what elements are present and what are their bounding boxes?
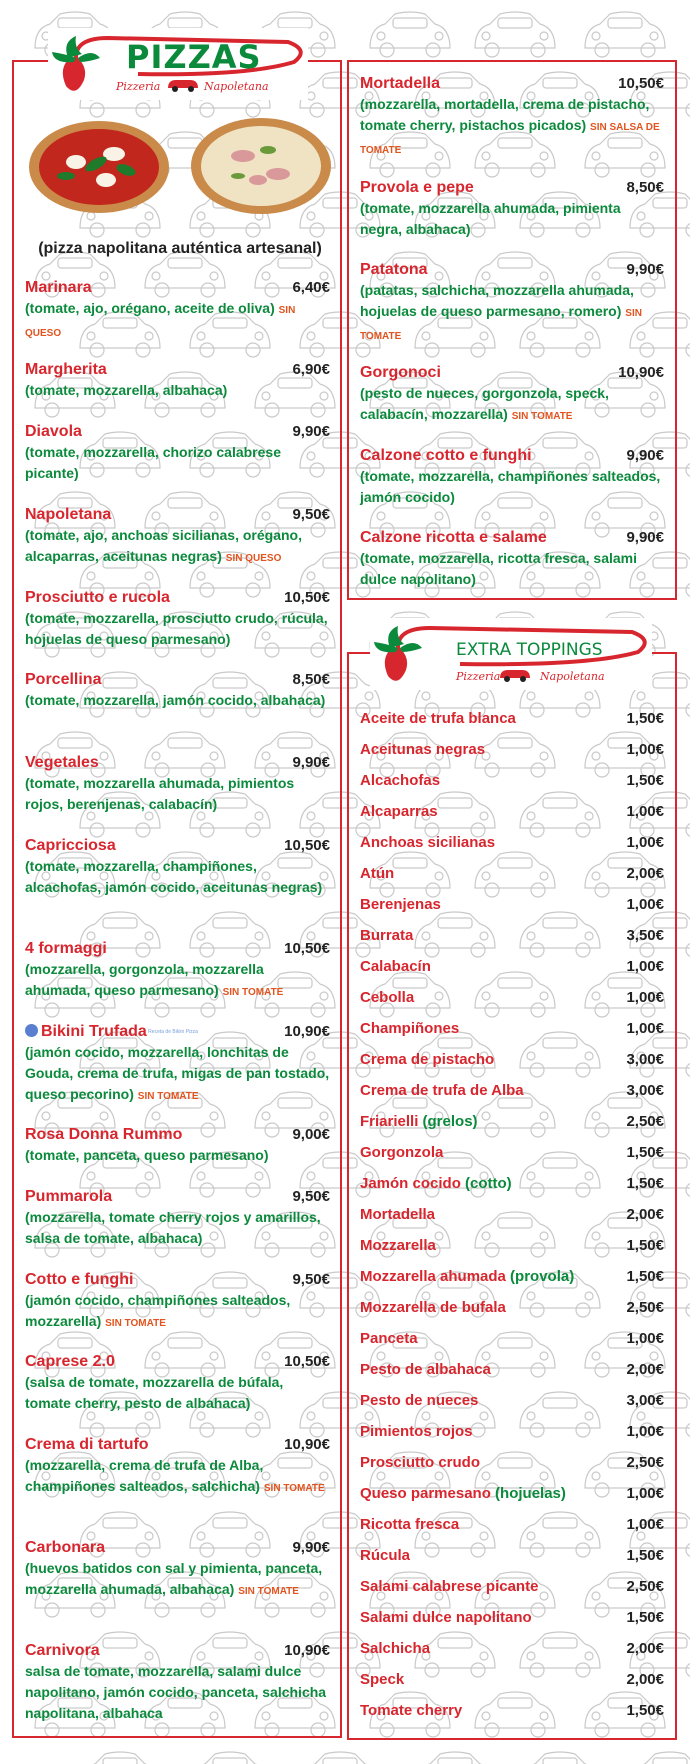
menu-item (25, 588, 330, 650)
toppings-logo (370, 618, 652, 690)
item-name (25, 753, 330, 773)
item-description-text: (tomate, mozzarella, champiñones, alcachofas, jamón cocido, aceitunas negras) (25, 858, 323, 895)
menu-item (25, 1022, 330, 1107)
topping-price: 1,00€ (626, 1516, 664, 1533)
item-description-text: (salsa de tomate, mozzarella de búfala, tomate cherry, pesto de albahaca) (25, 1374, 284, 1411)
car-icon (500, 670, 530, 682)
topping-price: 1,50€ (626, 1268, 664, 1285)
item-name-text: Prosciutto e rucola (25, 589, 170, 606)
item-description-text: (mozzarella, gorgonzola, mozzarella ahumada, queso parmesano) (25, 961, 264, 998)
item-price: 9,90€ (626, 529, 664, 546)
item-price: 8,50€ (292, 671, 330, 688)
item-name (25, 360, 330, 380)
pizza-bianca-image (188, 116, 334, 216)
item-price: 9,00€ (292, 1126, 330, 1143)
topping-price: 1,00€ (626, 803, 664, 820)
item-name-text: Patatona (360, 261, 428, 278)
topping-name: Mortadella (360, 1206, 436, 1223)
item-price: 10,50€ (284, 837, 330, 854)
item-name (25, 1270, 330, 1290)
item-description-text: (tomate, mozzarella, jamón cocido, albahaca) (25, 692, 326, 708)
menu-item (25, 1352, 330, 1414)
topping-name: Speck (360, 1671, 405, 1688)
topping-name: Queso parmesano (360, 1485, 491, 1502)
item-name-text: Crema di tartufo (25, 1436, 149, 1453)
item-description (360, 548, 664, 590)
topping-name: Berenjenas (360, 896, 441, 913)
topping-name: Aceite de trufa blanca (360, 710, 516, 727)
topping-price: 3,00€ (626, 1082, 664, 1099)
napoletana-label: Napoletana (204, 80, 269, 93)
item-name-text: Marinara (25, 279, 92, 296)
topping-price: 1,50€ (626, 1144, 664, 1161)
item-description-text: (mozzarella, tomate cherry rojos y amarillos, salsa de tomate, albahaca) (25, 1209, 321, 1246)
item-description (25, 298, 330, 344)
menu-item (25, 1125, 330, 1166)
topping-row (360, 1082, 664, 1106)
item-name (25, 670, 330, 690)
item-warning: SIN TOMATE (511, 411, 573, 422)
item-name-text: Pummarola (25, 1188, 113, 1205)
item-price: 9,50€ (292, 506, 330, 523)
topping-price: 1,50€ (626, 1547, 664, 1564)
topping-name: Pimientos rojos (360, 1423, 473, 1440)
topping-name: Cebolla (360, 989, 415, 1006)
item-name (25, 1187, 330, 1207)
topping-row (360, 927, 664, 951)
item-price: 10,50€ (284, 940, 330, 957)
item-description-text: (tomate, ajo, orégano, aceite de oliva) (25, 300, 275, 316)
topping-name: Mozzarella de bufala (360, 1299, 506, 1316)
item-description (25, 1145, 330, 1166)
item-name (360, 528, 664, 548)
topping-price: 2,00€ (626, 865, 664, 882)
item-warning: SIN SALSA DE TOMATE (360, 122, 660, 156)
topping-name: Salami dulce napolitano (360, 1609, 532, 1626)
topping-name: Friarielli (360, 1113, 419, 1130)
item-description (25, 380, 330, 401)
item-description-text: salsa de tomate, mozzarella, salami dulce napolitano, jamón cocido, panceta, salchicha napolitana, albahaca (25, 1663, 327, 1721)
topping-price: 1,00€ (626, 1485, 664, 1502)
pizzeria-label: Pizzeria (456, 670, 501, 683)
topping-price: 2,50€ (626, 1299, 664, 1316)
item-description (360, 383, 664, 427)
topping-row (360, 896, 664, 920)
item-name (360, 260, 664, 280)
topping-row (360, 1113, 664, 1137)
item-warning: SIN TOMATE (263, 1483, 325, 1494)
topping-name: Crema de trufa de Alba (360, 1082, 524, 1099)
item-name-text: 4 formaggi (25, 940, 107, 957)
item-description-text: (jamón cocido, champiñones salteados, mozzarella) (25, 1292, 291, 1329)
menu-item (25, 360, 330, 401)
item-warning: SIN TOMATE (137, 1091, 199, 1103)
topping-name: Calabacín (360, 958, 431, 975)
item-name-text: Diavola (25, 423, 82, 440)
item-description-text: (tomate, mozzarella, chorizo calabrese picante) (25, 444, 281, 481)
item-description-text: (huevos batidos con sal y pimienta, panceta, mozzarella ahumada, albahaca) (25, 1560, 323, 1597)
topping-note: (hojuelas) (490, 1485, 566, 1502)
topping-row (360, 1175, 664, 1199)
item-name (25, 1125, 330, 1145)
topping-note: (cotto) (460, 1175, 512, 1192)
topping-price: 1,00€ (626, 958, 664, 975)
topping-row (360, 1330, 664, 1354)
background-car-icon (475, 12, 555, 57)
menu-item (360, 528, 664, 590)
item-warning: SIN TOMATE (222, 987, 284, 998)
topping-price: 3,00€ (626, 1392, 664, 1409)
item-description-text: (tomate, mozzarella ahumada, pimientos rojos, berenjenas, calabacín) (25, 775, 295, 812)
item-price: 9,90€ (292, 754, 330, 771)
item-description-text: (mozzarella, mortadella, crema de pistacho, tomate cherry, pistachos picados) (360, 96, 650, 133)
item-description-text: (patatas, salchicha, mozzarella ahumada, hojuelas de queso parmesano, romero) (360, 282, 634, 319)
menu-item (360, 178, 664, 240)
topping-row (360, 1702, 664, 1726)
topping-price: 1,50€ (626, 772, 664, 789)
pizza-subtitle: (pizza napolitana auténtica artesanal) (38, 240, 322, 257)
item-warning: SIN TOMATE (360, 308, 642, 342)
topping-price: 1,50€ (626, 1609, 664, 1626)
topping-row (360, 1237, 664, 1261)
menu-item (25, 670, 330, 711)
topping-row (360, 1144, 664, 1168)
item-description (25, 959, 330, 1003)
topping-name: Champiñones (360, 1020, 460, 1037)
item-price: 9,50€ (292, 1271, 330, 1288)
background-car-icon (630, 1752, 690, 1764)
pizzas-logo (48, 28, 308, 100)
item-description (360, 466, 664, 508)
topping-note: (provola) (505, 1268, 575, 1285)
topping-row (360, 1578, 664, 1602)
item-name-text: Provola e pepe (360, 179, 474, 196)
item-name (360, 446, 664, 466)
topping-name: Alcaparras (360, 803, 438, 820)
topping-name: Atún (360, 865, 395, 882)
item-name-text: Porcellina (25, 671, 102, 688)
background-car-icon (370, 12, 450, 57)
topping-price: 1,00€ (626, 989, 664, 1006)
item-description (360, 280, 664, 347)
topping-row (360, 1051, 664, 1075)
item-price: 6,90€ (292, 361, 330, 378)
topping-row (360, 1392, 664, 1416)
item-price: 10,90€ (618, 364, 664, 381)
item-description (25, 1207, 330, 1249)
item-name-text: Bikini Trufada (41, 1023, 147, 1041)
topping-price: 1,00€ (626, 1330, 664, 1347)
menu-item (360, 363, 664, 427)
topping-name: Mozzarella ahumada (360, 1268, 506, 1285)
item-description (25, 690, 330, 711)
topping-name: Prosciutto crudo (360, 1454, 481, 1471)
topping-name: Panceta (360, 1330, 418, 1347)
item-price: 9,90€ (292, 1539, 330, 1556)
item-price: 9,50€ (292, 1188, 330, 1205)
item-name-text: Caprese 2.0 (25, 1353, 115, 1370)
item-description (25, 773, 330, 815)
item-description (25, 1558, 330, 1602)
topping-row (360, 803, 664, 827)
topping-row (360, 1640, 664, 1664)
topping-name: Salami calabrese picante (360, 1578, 539, 1595)
item-price: 10,50€ (284, 1353, 330, 1370)
item-name (25, 422, 330, 442)
topping-row (360, 1454, 664, 1478)
menu-item (25, 1187, 330, 1249)
background-car-icon (300, 1752, 380, 1764)
topping-row (360, 1020, 664, 1044)
topping-price: 3,50€ (626, 927, 664, 944)
menu-item (360, 260, 664, 347)
topping-name: Pesto de nueces (360, 1392, 479, 1409)
topping-price: 1,00€ (626, 834, 664, 851)
item-name-text: Calzone cotto e funghi (360, 447, 532, 464)
topping-price: 1,50€ (626, 1702, 664, 1719)
item-price: 10,90€ (284, 1436, 330, 1453)
topping-row (360, 989, 664, 1013)
topping-name: Crema de pistacho (360, 1051, 495, 1068)
item-price: 10,50€ (284, 589, 330, 606)
item-description-text: (pesto de nueces, gorgonzola, speck, calabacín, mozzarella) (360, 385, 609, 422)
topping-price: 2,50€ (626, 1113, 664, 1130)
topping-row (360, 958, 664, 982)
topping-name: Mozzarella (360, 1237, 436, 1254)
item-price: 10,90€ (284, 1642, 330, 1659)
item-name-text: Carbonara (25, 1539, 106, 1556)
background-car-icon (585, 12, 665, 57)
menu-item (360, 74, 664, 161)
menu-item (25, 1641, 330, 1724)
item-price: 10,90€ (284, 1023, 330, 1040)
toppings-title: EXTRA TOPPINGS (456, 640, 603, 660)
menu-item (25, 939, 330, 1003)
topping-price: 3,00€ (626, 1051, 664, 1068)
background-car-icon (520, 1752, 600, 1764)
topping-row (360, 1268, 664, 1292)
topping-row (360, 710, 664, 734)
item-warning: SIN QUESO (225, 553, 282, 564)
topping-name: Aceitunas negras (360, 741, 486, 758)
topping-row (360, 1547, 664, 1571)
item-description-text: (tomate, mozzarella, champiñones salteados, jamón cocido) (360, 468, 661, 505)
item-price: 9,90€ (626, 261, 664, 278)
item-price: 9,90€ (626, 447, 664, 464)
item-description (25, 1290, 330, 1334)
item-description (25, 525, 330, 569)
topping-row (360, 1361, 664, 1385)
item-name-text: Gorgonoci (360, 364, 441, 381)
item-description (360, 94, 664, 161)
item-description-text: (tomate, panceta, queso parmesano) (25, 1147, 269, 1163)
topping-name: Salchicha (360, 1640, 431, 1657)
menu-item (25, 1270, 330, 1334)
napoletana-label: Napoletana (540, 670, 605, 683)
topping-price: 2,00€ (626, 1640, 664, 1657)
item-name-text: Mortadella (360, 75, 441, 92)
menu-item (25, 422, 330, 484)
item-name-text: Vegetales (25, 754, 99, 771)
topping-row (360, 1206, 664, 1230)
item-name (25, 505, 330, 525)
topping-price: 2,00€ (626, 1206, 664, 1223)
item-description (25, 1372, 330, 1414)
background-car-icon (190, 1752, 270, 1764)
menu-item (360, 446, 664, 508)
item-name (25, 1538, 330, 1558)
topping-name: Rúcula (360, 1547, 411, 1564)
item-description-text: (tomate, mozzarella, prosciutto crudo, rúcula, hojuelas de queso parmesano) (25, 610, 328, 647)
topping-price: 1,50€ (626, 1237, 664, 1254)
topping-row (360, 1485, 664, 1509)
menu-item (25, 836, 330, 898)
topping-name: Anchoas sicilianas (360, 834, 496, 851)
item-description (25, 1042, 330, 1107)
item-name-text: Napoletana (25, 506, 112, 523)
pizzas-title: PIZZAS (126, 38, 262, 76)
item-name-text: Calzone ricotta e salame (360, 529, 547, 546)
item-warning: SIN QUESO (25, 305, 296, 339)
item-description (25, 608, 330, 650)
item-price: 10,50€ (618, 75, 664, 92)
menu-item (25, 1538, 330, 1602)
award-badge-icon (25, 1024, 38, 1037)
item-price: 6,40€ (292, 279, 330, 296)
background-car-icon (415, 1752, 495, 1764)
item-price: 9,90€ (292, 423, 330, 440)
item-name-text: Carnivora (25, 1642, 100, 1659)
car-icon (168, 80, 198, 92)
item-description-text: (tomate, mozzarella, ricotta fresca, salami dulce napolitano) (360, 550, 637, 587)
topping-name: Gorgonzola (360, 1144, 444, 1161)
topping-row (360, 1299, 664, 1323)
item-name (25, 278, 330, 298)
topping-price: 1,50€ (626, 710, 664, 727)
pizza-margherita-image (26, 118, 172, 216)
topping-price: 2,00€ (626, 1361, 664, 1378)
item-description (25, 856, 330, 898)
topping-price: 1,00€ (626, 741, 664, 758)
topping-row (360, 1671, 664, 1695)
topping-row (360, 741, 664, 765)
badge-caption: Receta de Bikini Pizza (146, 1029, 198, 1035)
item-description (25, 1455, 330, 1499)
topping-row (360, 1516, 664, 1540)
item-description-text: (jamón cocido, mozzarella, lonchitas de Gouda, crema de trufa, migas de pan tostado, queso pecorino) (25, 1044, 330, 1103)
topping-name: Tomate cherry (360, 1702, 463, 1719)
item-warning: SIN TOMATE (238, 1586, 299, 1597)
item-name-text: Cotto e funghi (25, 1271, 134, 1288)
topping-row (360, 1609, 664, 1633)
menu-item (25, 753, 330, 815)
topping-note: (grelos) (418, 1113, 478, 1130)
item-description (360, 198, 664, 240)
topping-row (360, 834, 664, 858)
topping-name: Ricotta fresca (360, 1516, 460, 1533)
topping-price: 2,00€ (626, 1671, 664, 1688)
item-description-text: (tomate, mozzarella ahumada, pimienta negra, albahaca) (360, 200, 621, 237)
item-description-text: (tomate, ajo, anchoas sicilianas, orégano, alcaparras, aceitunas negras) (25, 527, 302, 564)
topping-name: Burrata (360, 927, 414, 944)
menu-item (25, 278, 330, 344)
item-warning: SIN TOMATE (105, 1318, 166, 1329)
item-name-text: Margherita (25, 361, 107, 378)
menu-item (25, 1435, 330, 1499)
item-name-text: Rosa Donna Rummo (25, 1126, 183, 1143)
topping-price: 1,50€ (626, 1175, 664, 1192)
topping-price: 2,50€ (626, 1454, 664, 1471)
item-description-text: (tomate, mozzarella, albahaca) (25, 382, 228, 398)
topping-name: Jamón cocido (360, 1175, 461, 1192)
topping-row (360, 772, 664, 796)
topping-name: Pesto de albahaca (360, 1361, 491, 1378)
topping-price: 2,50€ (626, 1578, 664, 1595)
topping-name: Alcachofas (360, 772, 441, 789)
pizzeria-label: Pizzeria (116, 80, 161, 93)
topping-row (360, 865, 664, 889)
item-price: 8,50€ (626, 179, 664, 196)
item-description (25, 442, 330, 484)
item-description-text: (mozzarella, crema de trufa de Alba, champiñones salteados, salchicha) (25, 1457, 264, 1494)
topping-row (360, 1423, 664, 1447)
menu-item (25, 505, 330, 569)
item-name-text: Capricciosa (25, 837, 116, 854)
item-name (360, 178, 664, 198)
topping-price: 1,00€ (626, 896, 664, 913)
topping-price: 1,00€ (626, 1020, 664, 1037)
topping-price: 1,00€ (626, 1423, 664, 1440)
item-description (25, 1661, 330, 1724)
background-car-icon (80, 1752, 160, 1764)
